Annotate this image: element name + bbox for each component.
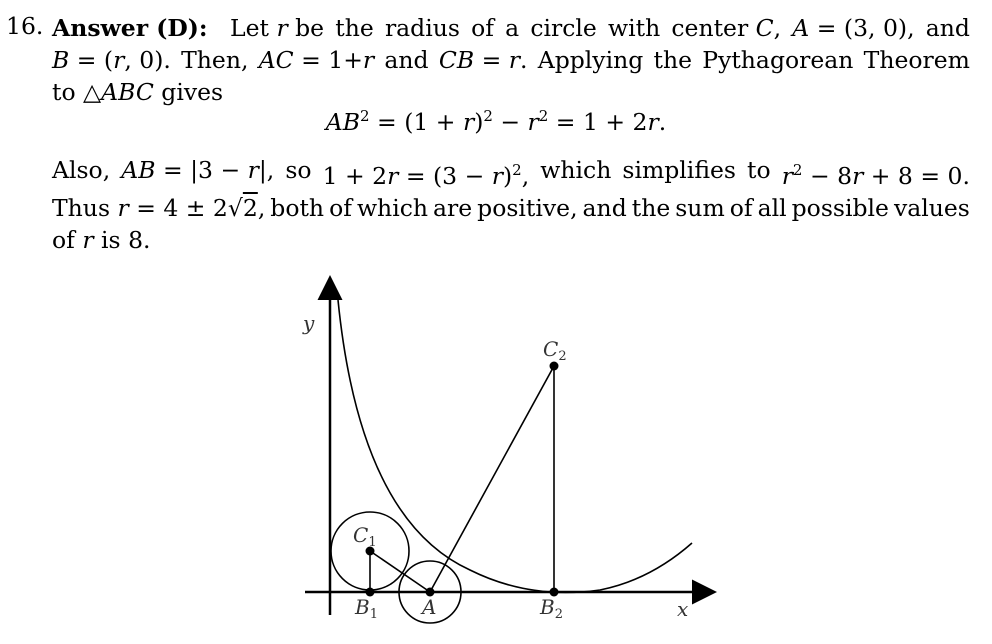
answer-label: Answer (D): <box>52 14 208 42</box>
label-b1: $B_1$ <box>355 595 378 622</box>
label-c2: $C_2$ <box>543 337 567 364</box>
paragraph-1-line-3: to △ABC gives <box>52 78 224 106</box>
paragraph-2-line-3: of r is 8. <box>52 225 151 254</box>
paragraph-2-line-2: Thus r = 4 ± 2√2, both of which are positive, and the sum of all possible values <box>52 193 970 222</box>
label-x-axis: x <box>677 597 689 621</box>
problem-number: 16. <box>6 12 44 40</box>
paragraph-1-line-2: B = (r, 0). Then, AC = 1+r and CB = r. Applying the Pythagorean Theorem <box>52 46 970 74</box>
paragraph-1-line-1: Answer (D): Let r be the radius of a circle with center C, A = (3, 0), and <box>52 14 970 42</box>
paragraph-2-line-1: Also, AB = |3 − r|, so $1 + 2r = (3 - r)^2$, which simplifies to $r^2 - 8r + 8 = 0$. <box>52 156 970 190</box>
point-c2 <box>550 362 559 371</box>
label-b2: $B_2$ <box>540 595 563 622</box>
label-a: A <box>422 595 437 619</box>
equation: $AB^2 = (1 + r)^2 - r^2 = 1 + 2r$. <box>325 107 667 136</box>
segment-a-c2 <box>430 366 554 592</box>
label-c1: $C_1$ <box>353 523 377 550</box>
label-y-axis: y <box>303 311 315 335</box>
large-circle-arc <box>338 300 692 593</box>
